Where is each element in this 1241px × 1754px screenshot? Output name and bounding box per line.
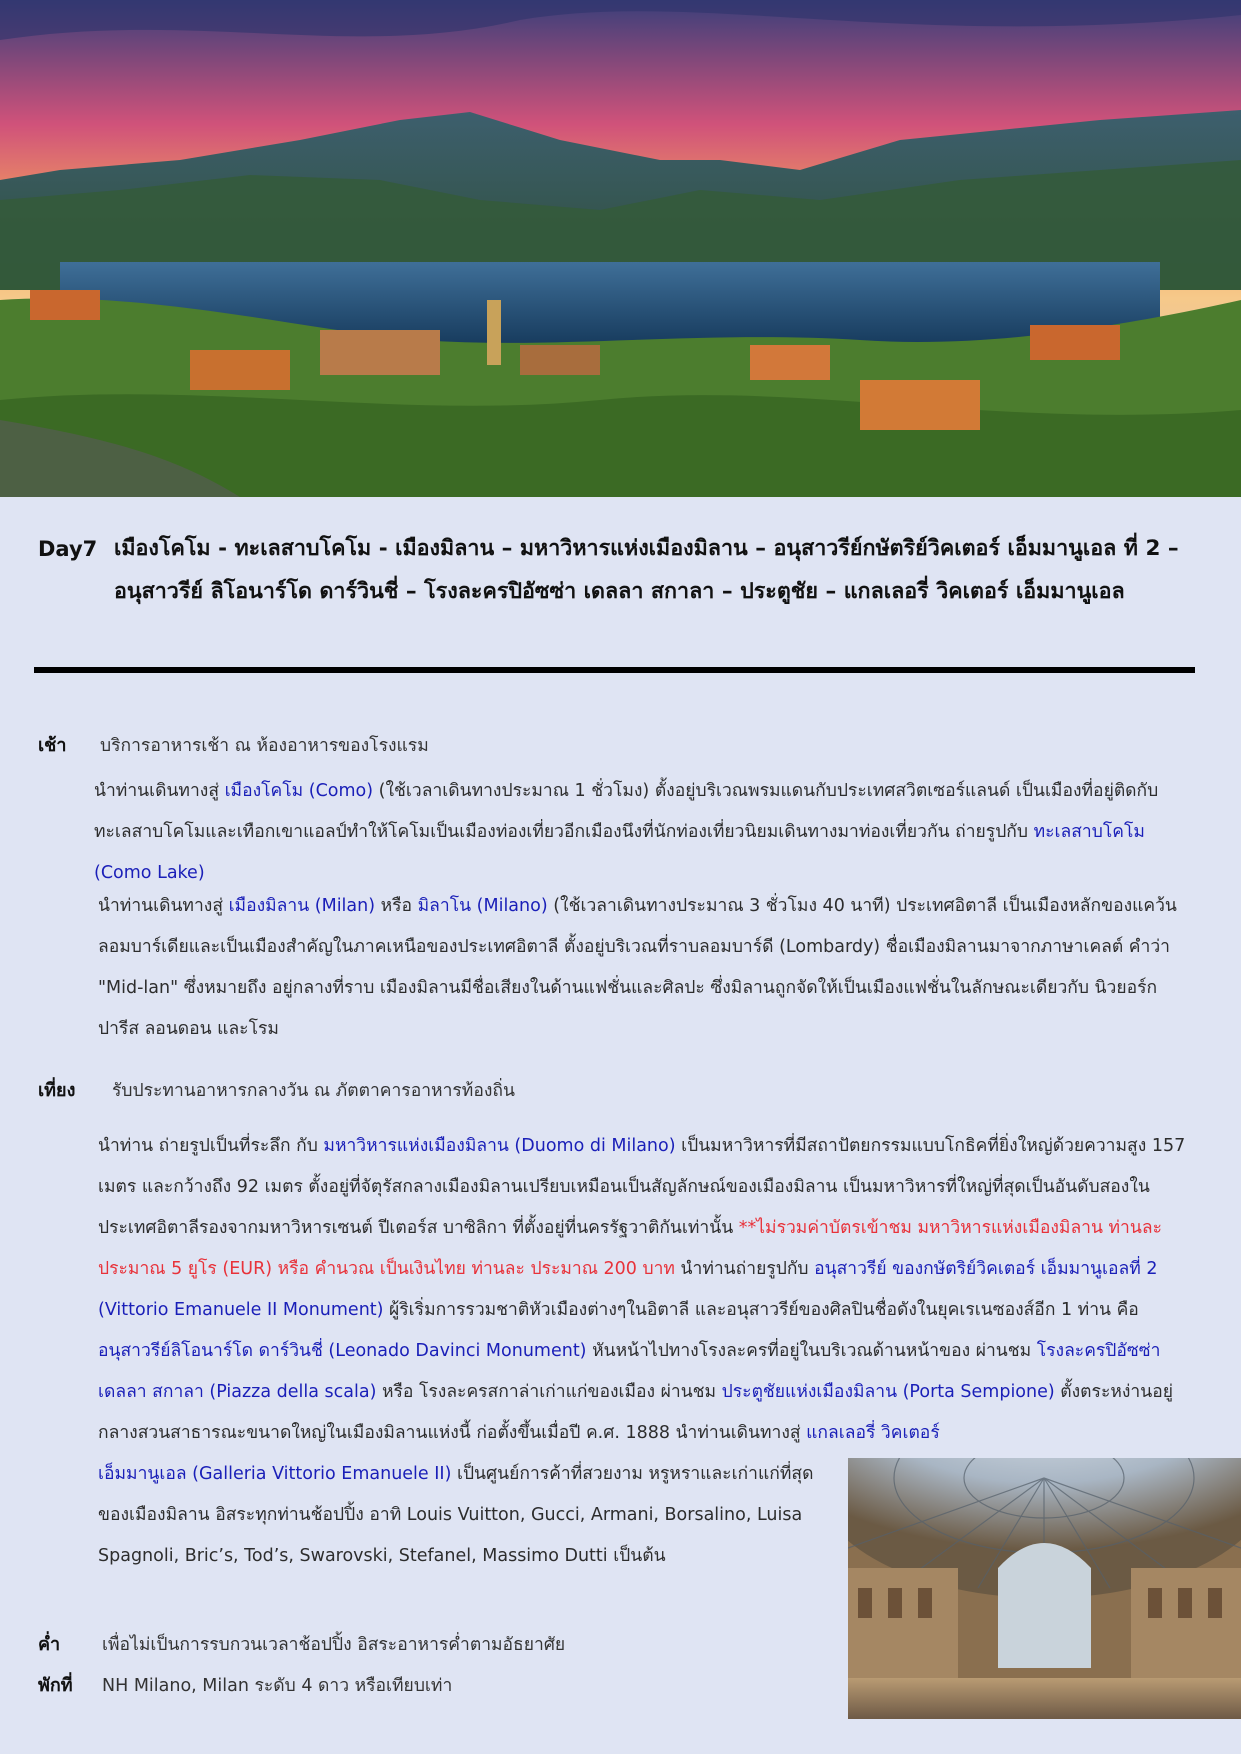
lake-como-photo <box>0 0 1241 497</box>
hotel-label: พักที่ <box>38 1675 73 1696</box>
highlight-la-scala: โรงละครปิอัซซ่า เดลลา สกาลา (Piazza della scala) <box>98 1341 1161 1402</box>
lunch-text: รับประทานอาหารกลางวัน ณ ภัตตาคารอาหารท้องถิ่น <box>112 1081 515 1101</box>
text: นำท่านเดินทางสู่ <box>94 781 225 801</box>
highlight-milan: เมืองมิลาน (Milan) <box>228 896 376 916</box>
text: ตั้งตระหง่านอยู่กลางสวนสาธารณะขนาดใหญ่ในเมืองมิลานแห่งนี้ ก่อตั้งขึ้นเมื่อปี ค.ศ. 1888 นำท่านเดินทางสู่ <box>98 1382 1173 1443</box>
highlight-galleria: แกลเลอรี่ วิคเตอร์ <box>806 1423 940 1443</box>
lunch-label: เที่ยง <box>38 1080 76 1101</box>
text: นำท่านถ่ายรูปกับ <box>674 1259 815 1279</box>
highlight-galleria-name: เอ็มมานูเอล (Galleria Vittorio Emanuele II) <box>98 1464 452 1484</box>
text: นำท่าน ถ่ายรูปเป็นที่ระลึก กับ <box>98 1136 324 1156</box>
breakfast-text: บริการอาหารเช้า ณ ห้องอาหารของโรงแรม <box>100 736 429 756</box>
galleria-photo <box>848 1458 1241 1719</box>
highlight-como: เมืองโคโม (Como) <box>224 781 374 801</box>
milan-paragraph <box>98 886 1190 1050</box>
duomo-paragraph <box>98 1126 1190 1454</box>
como-paragraph <box>94 771 1190 894</box>
highlight-duomo: มหาวิหารแห่งเมืองมิลาน (Duomo di Milano) <box>323 1136 676 1156</box>
text: หรือ <box>375 896 418 916</box>
text: (ใช้เวลาเดินทางประมาณ 3 ชั่วโมง 40 นาที) ประเทศอิตาลี เป็นเมืองหลักของแคว้นลอมบาร์เดียและเป็นเมืองสำคัญในภาคเหนือของประเทศอิตาลี ตั้งอยู่บริเวณที่ราบลอมบาร์ดี (Lombardy) ชื่อเมืองมิลานมาจากภาษาเคลต์ คำว่า "Mid-lan" ซึ่งหมายถึง อยู่กลางที่ราบ เมืองมิลานมีชื่อเสียงในด้านแฟชั่นและศิลปะ ซึ่งมิลานถูกจัดให้เป็นเมืองแฟชั่นในลักษณะเดียวกับ นิวยอร์ก ปารีส ลอนดอน และโรม <box>98 896 1177 1039</box>
day-title: เมืองโคโม - ทะเลสาบโคโม - เมืองมิลาน – มหาวิหารแห่งเมืองมิลาน – อนุสาวรีย์กษัตริย์วิคเตอร์ เอ็มมานูเอล ที่ 2 – อนุสาวรีย์ ลิโอนาร์โด ดาร์วินชี่ – โรงละครปิอัซซ่า เดลลา สกาลา – ประตูชัย – แกลเลอรี่ วิคเตอร์ เอ็มมานูเอล <box>114 536 1179 604</box>
ticket-note: **ไม่รวมค่าบัตรเข้าชม มหาวิหารแห่งเมืองมิลาน ท่านละ ประมาณ 5 ยูโร (EUR) หรือ คำนวณ เป็นเงินไทย ท่านละ ประมาณ 200 บาท <box>98 1218 1162 1279</box>
text: หันหน้าไปทางโรงละครที่อยู่ในบริเวณด้านหน้าของ ผ่านชม <box>586 1341 1037 1361</box>
breakfast-label: เช้า <box>38 735 67 756</box>
text: เป็นมหาวิหารที่มีสถาปัตยกรรมแบบโกธิคที่ยิ่งใหญ่ด้วยความสูง 157 เมตร และกว้างถึง 92 เมตร ตั้งอยู่ที่จัตุรัสกลางเมืองมิลานเปรียบเหมือนเป็นสัญลักษณ์ของเมืองมิลาน เป็นมหาวิหารที่ใหญ่ที่สุดเป็นอันดับสองในประเทศอิตาลีรองจากมหาวิหารเซนต์ ปีเตอร์ส บาซิลิกา ที่ตั้งอยู่ที่นครรัฐวาติกันเท่านั้น <box>98 1136 1186 1238</box>
text: หรือ โรงละครสกาล่าเก่าแก่ของเมือง ผ่านชม <box>376 1382 722 1402</box>
highlight-como-lake: ทะเลสาบโคโม (Como Lake) <box>94 822 1145 883</box>
dinner-label: ค่ำ <box>38 1634 61 1655</box>
heading-divider <box>34 667 1195 673</box>
galleria-paragraph <box>98 1454 833 1577</box>
text: เป็นศูนย์การค้าที่สวยงาม หรูหราและเก่าแก่ที่สุดของเมืองมิลาน อิสระทุกท่านช้อปปิ้ง อาทิ Louis Vuitton, Gucci, Armani, Borsalino, Luisa Spagnoli, Bric’s, Tod’s, Swarovski, Stefanel, Massimo Dutti เป็นต้น <box>98 1464 814 1566</box>
highlight-davinci-monument: อนุสาวรีย์ลิโอนาร์โด ดาร์วินชี่ (Leonado Davinci Monument) <box>98 1341 587 1361</box>
highlight-porta-sempione: ประตูชัยแห่งเมืองมิลาน (Porta Sempione) <box>721 1382 1055 1402</box>
highlight-milano: มิลาโน (Milano) <box>417 896 548 916</box>
text: (ใช้เวลาเดินทางประมาณ 1 ชั่วโมง) ตั้งอยู่บริเวณพรมแดนกับประเทศสวิตเซอร์แลนด์ เป็นเมืองที่อยู่ติดกับทะเลสาบโคโมและเทือกเขาแอลป์ทำให้โคโมเป็นเมืองท่องเที่ยวอีกเมืองนึงที่นักท่องเที่ยวนิยมเดินทางมาท่องเที่ยวกัน ถ่ายรูปกับ <box>94 781 1159 842</box>
hotel-text: NH Milano, Milan ระดับ 4 ดาว หรือเทียบเท่า <box>102 1676 453 1696</box>
day-label: Day7 <box>38 537 98 561</box>
dinner-text: เพื่อไม่เป็นการรบกวนเวลาช้อปปิ้ง อิสระอาหารค่ำตามอัธยาศัย <box>102 1635 566 1655</box>
text: นำท่านเดินทางสู่ <box>98 896 229 916</box>
text: ผู้ริเริ่มการรวมชาติหัวเมืองต่างๆในอิตาลี และอนุสาวรีย์ของศิลปินชื่อดังในยุคเรเนซองส์อีก 1 ท่าน คือ <box>383 1300 1139 1320</box>
highlight-vittorio-monument: อนุสาวรีย์ ของกษัตริย์วิคเตอร์ เอ็มมานูเอลที่ 2 (Vittorio Emanuele II Monument) <box>98 1259 1158 1320</box>
